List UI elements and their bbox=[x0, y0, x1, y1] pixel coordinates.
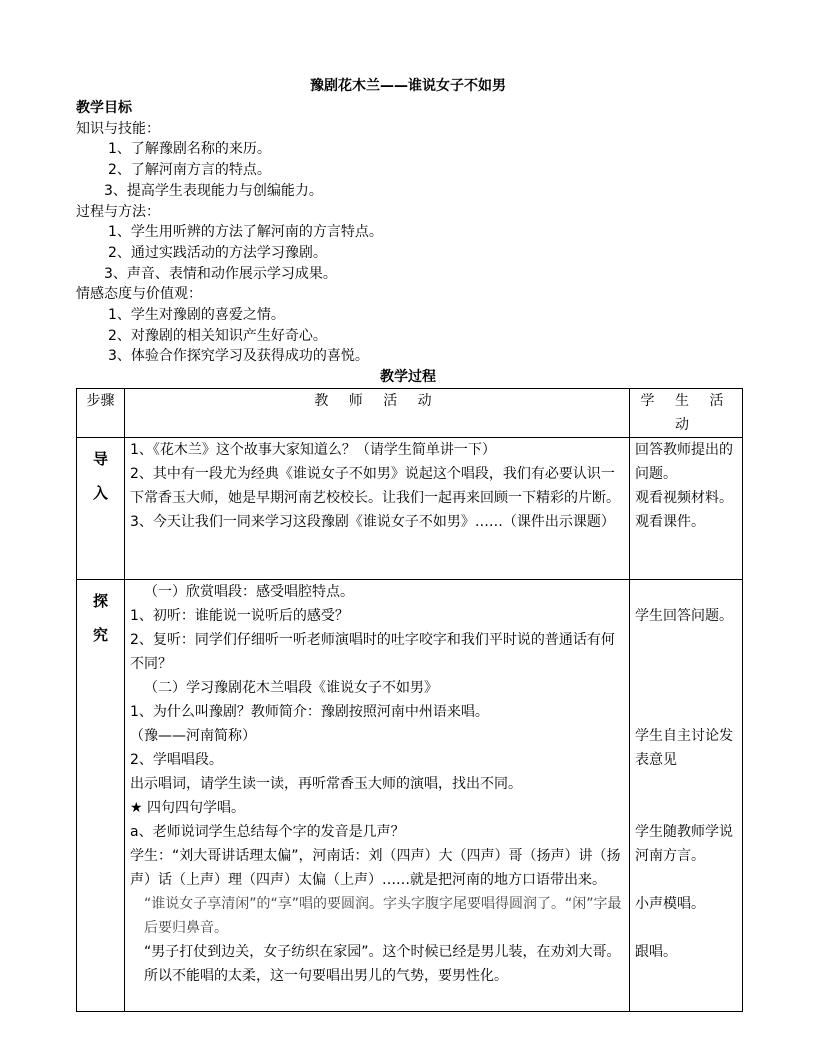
process-method-item: 2、通过实践活动的方法学习豫剧。 bbox=[108, 244, 327, 261]
teacher-line: 1、《花木兰》这个故事大家知道么？（请学生简单讲一下） bbox=[130, 442, 496, 458]
teacher-line: 1、初听：谁能说一说听后的感受？ bbox=[130, 608, 349, 624]
student-line: 回答教师提出的问题。 bbox=[635, 442, 733, 482]
step-intro bbox=[77, 438, 125, 580]
teacher-line: a、老师说词学生总结每个字的发音是几声？ bbox=[130, 824, 405, 840]
student-line: 小声模唱。 bbox=[635, 896, 705, 912]
emotion-item: 3、体验合作探究学习及获得成功的喜悦。 bbox=[108, 348, 369, 365]
process-method-label: 过程与方法： bbox=[76, 203, 160, 220]
emotion-label: 情感态度与价值观： bbox=[76, 286, 202, 303]
table-row-intro bbox=[77, 438, 743, 580]
teacher-line: 2、其中有一段尤为经典《谁说女子不如男》说起这个唱段，我们有必要认识一下常香玉大师，她是早期河南艺校校长。让我们一起再来回顾一下精彩的片断。 bbox=[130, 466, 620, 506]
student-line: 跟唱。 bbox=[635, 944, 677, 960]
student-activity-intro bbox=[630, 438, 743, 580]
student-activity-explore bbox=[630, 580, 743, 1012]
teacher-line: 1、为什么叫豫剧？教师简介：豫剧按照河南中州语来唱。 bbox=[130, 704, 489, 720]
teacher-line: （一）欣赏唱段：感受唱腔特点。 bbox=[144, 584, 354, 600]
teacher-line: 2、复听：同学们仔细听一听老师演唱时的吐字咬字和我们平时说的普通话有何不同？ bbox=[130, 632, 615, 672]
header-teacher: 教 师 活 动 bbox=[125, 389, 630, 438]
teacher-line: “男子打仗到边关，女子纺织在家园”。这个时候已经是男儿装，在劝刘大哥。所以不能唱的太柔，这一句要唱出男儿的气势，要男性化。 bbox=[144, 944, 621, 984]
teacher-line: “谁说女子享清闲”的“享”唱的要圆润。字头字腹字尾要唱得圆润了。“闲”字最后要归鼻音。 bbox=[144, 896, 622, 936]
teaching-objectives bbox=[76, 98, 740, 367]
knowledge-label: 知识与技能： bbox=[76, 120, 160, 137]
step-char: 入 bbox=[92, 484, 108, 502]
step-explore bbox=[77, 580, 125, 1012]
header-step: 步骤 bbox=[77, 389, 125, 438]
emotion-item: 2、对豫剧的相关知识产生好奇心。 bbox=[108, 327, 327, 344]
teacher-line: 出示唱词，请学生读一读，再听常香玉大师的演唱，找出不同。 bbox=[130, 776, 522, 792]
step-char: 导 bbox=[92, 450, 108, 468]
step-char: 探 bbox=[92, 592, 108, 610]
step-char: 究 bbox=[92, 626, 108, 644]
student-line: 观看视频材料。 bbox=[635, 490, 733, 506]
table-header-row bbox=[77, 389, 743, 438]
table-row-explore bbox=[77, 580, 743, 1012]
process-method-item: 1、学生用听辨的方法了解河南的方言特点。 bbox=[108, 224, 383, 241]
student-line: 学生回答问题。 bbox=[635, 608, 733, 624]
teacher-line: （二）学习豫剧花木兰唱段《谁说女子不如男》 bbox=[144, 680, 438, 696]
objectives-heading: 教学目标 bbox=[76, 100, 132, 116]
emotion-item: 1、学生对豫剧的喜爱之情。 bbox=[108, 307, 285, 324]
teaching-process-table bbox=[76, 388, 743, 1012]
student-line: 观看课件。 bbox=[635, 514, 705, 530]
teacher-line: （豫——河南简称） bbox=[130, 728, 256, 744]
knowledge-item: 2、了解河南方言的特点。 bbox=[108, 162, 271, 179]
teacher-activity-intro bbox=[125, 438, 630, 580]
teacher-line: ★ 四句四句学唱。 bbox=[130, 800, 246, 816]
teacher-line: 3、今天让我们一同来学习这段豫剧《谁说女子不如男》……（课件出示课题） bbox=[130, 514, 615, 530]
teacher-activity-explore bbox=[125, 580, 630, 1012]
student-line: 学生自主讨论发表意见 bbox=[635, 728, 733, 768]
document-title: 豫剧花木兰——谁说女子不如男 bbox=[310, 78, 506, 94]
teacher-line: 2、学唱唱段。 bbox=[130, 752, 223, 768]
teacher-line: 学生：“刘大哥讲话理太偏”，河南话：刘（四声）大（四声）哥（扬声）讲（扬声）话（上声）理（四声）太偏（上声）……就是把河南的地方口语带出来。 bbox=[130, 848, 621, 888]
process-method-item: 3、声音、表情和动作展示学习成果。 bbox=[104, 265, 337, 282]
process-title: 教学过程 bbox=[380, 369, 436, 385]
student-line: 学生随教师学说河南方言。 bbox=[635, 824, 733, 864]
knowledge-item: 1、了解豫剧名称的来历。 bbox=[108, 141, 271, 158]
knowledge-item: 3、提高学生表现能力与创编能力。 bbox=[104, 182, 323, 199]
header-student: 学 生 活 动 bbox=[630, 389, 743, 438]
